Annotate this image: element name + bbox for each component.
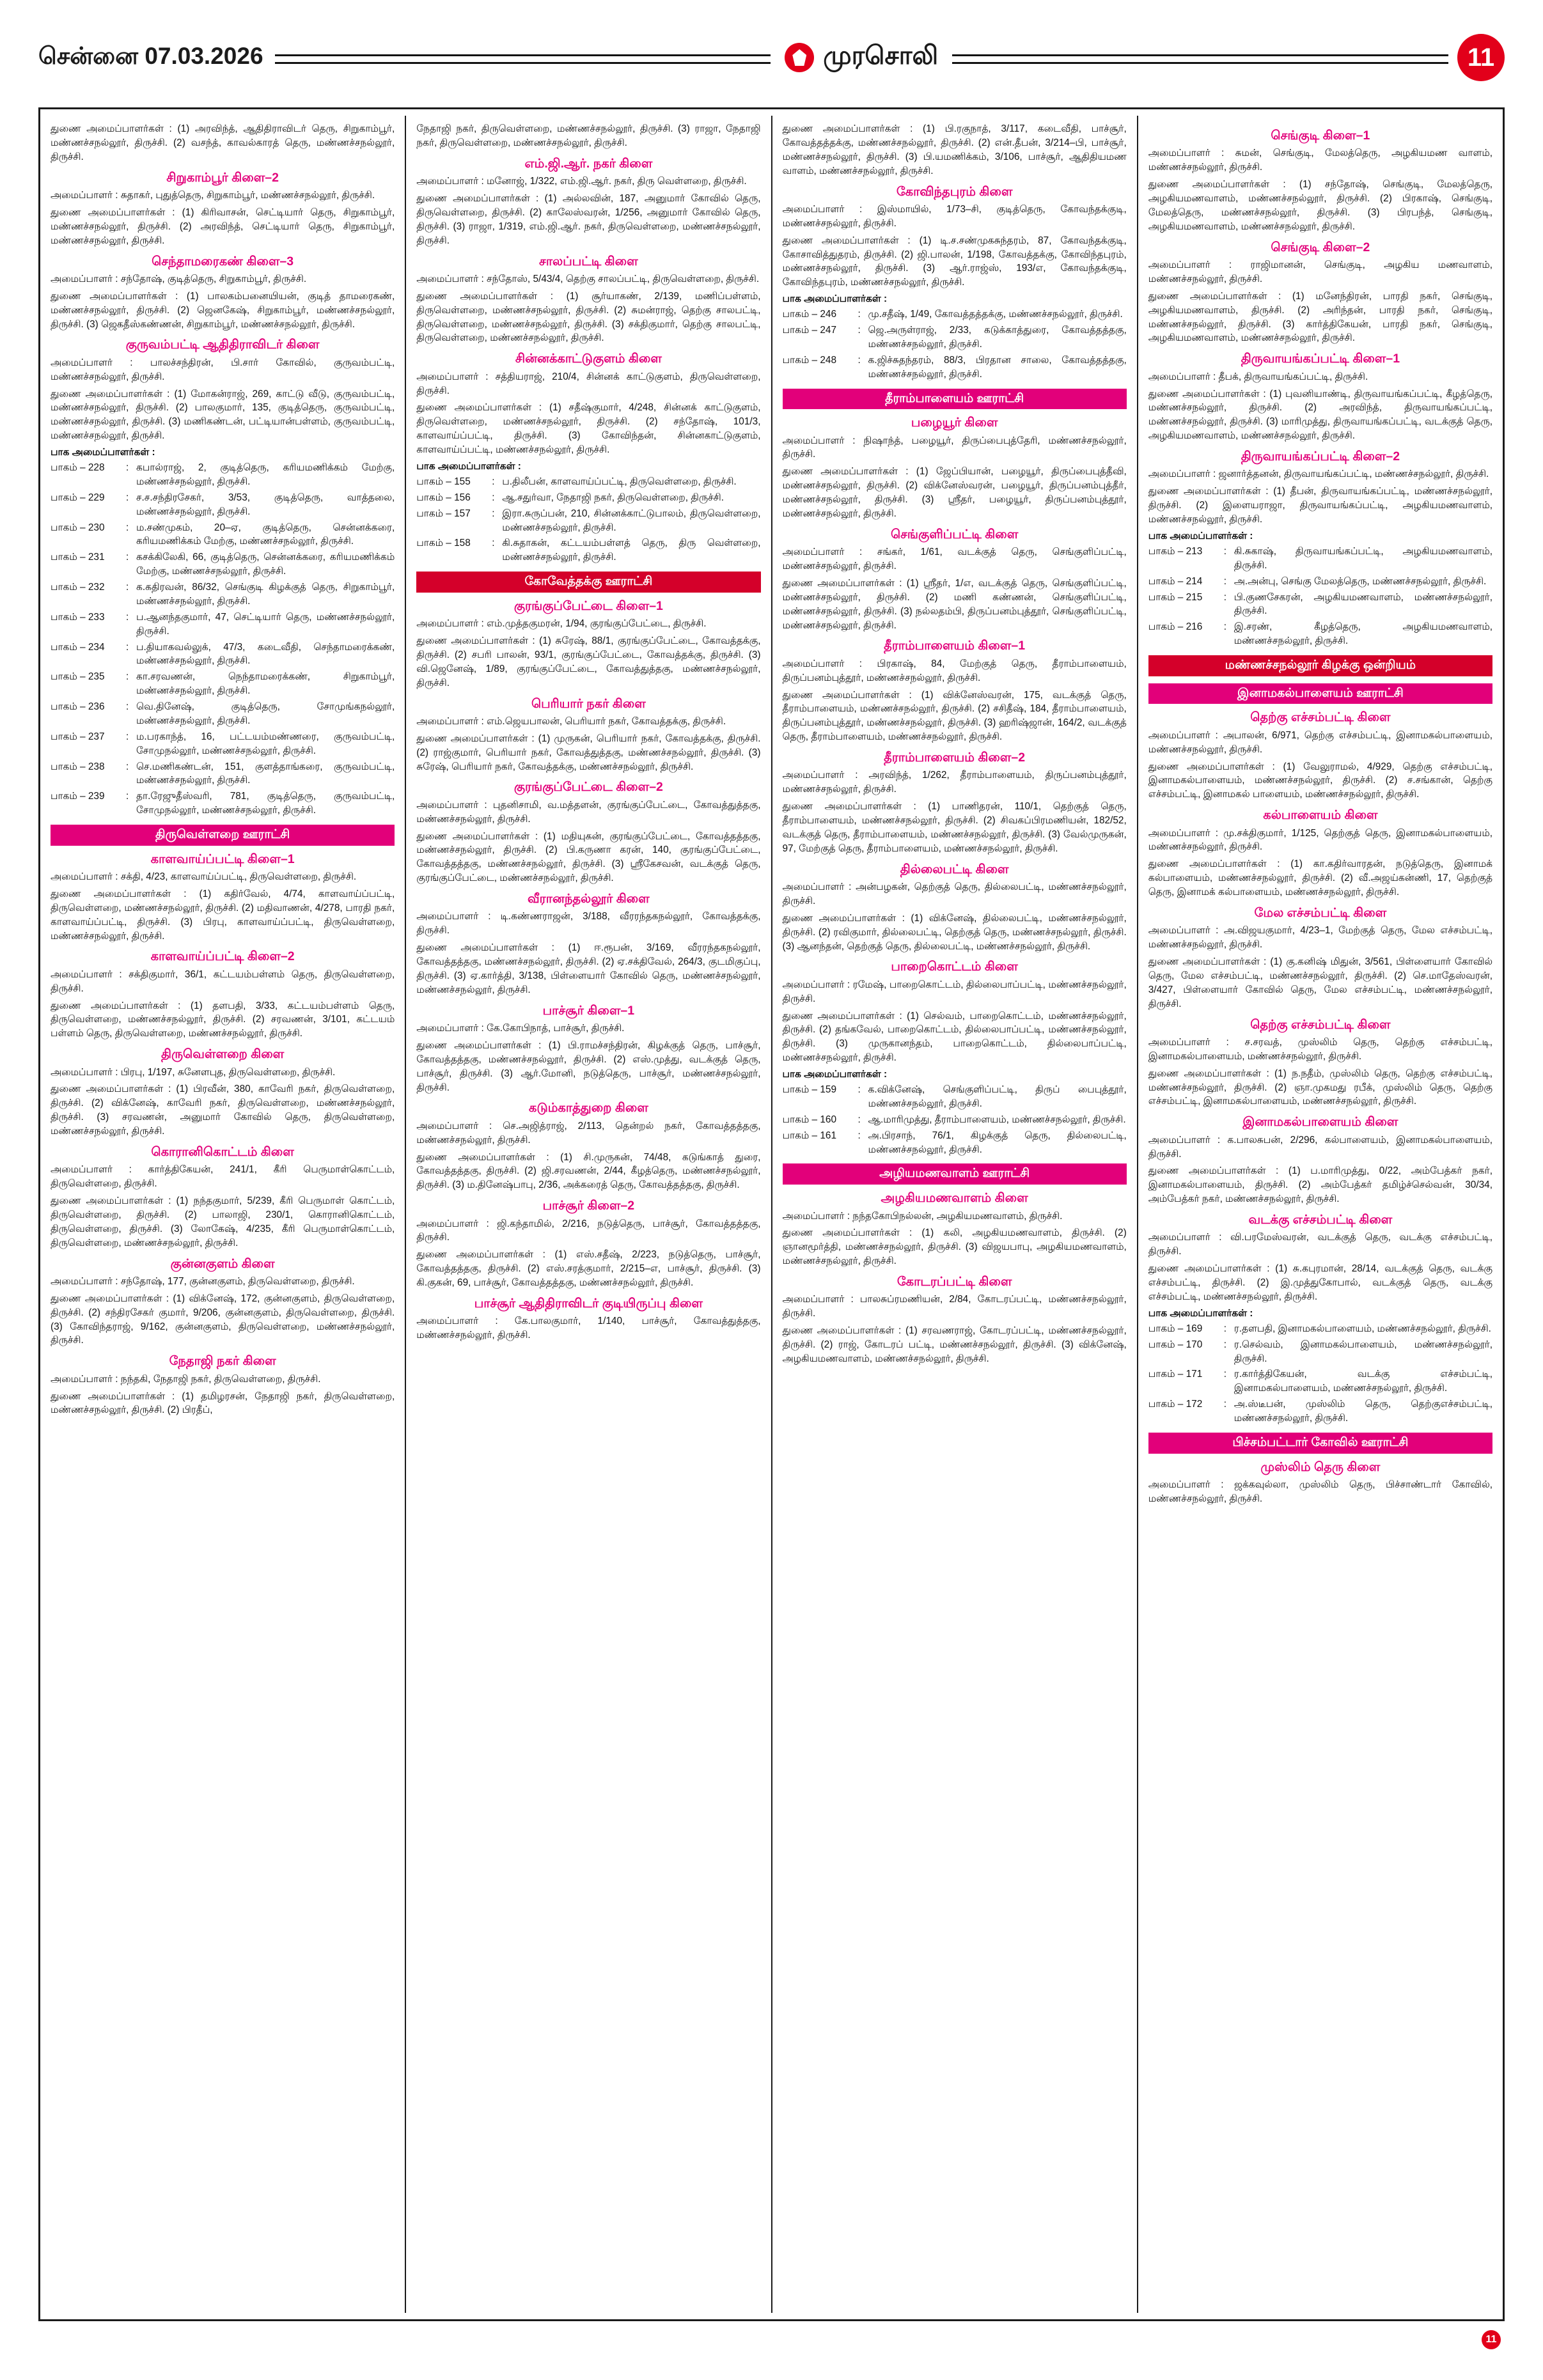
part-organiser-row (51, 670, 395, 698)
organiser-paragraph: அமைப்பாளர் : சத்தியராஜ், 210/4, சின்னக் காட்டுகுளம், திருவெள்ளறை, திருச்சி. (416, 371, 761, 396)
part-organiser-row (1148, 575, 1492, 589)
masthead-divider-right (952, 54, 1448, 64)
organiser-paragraph: துணை அமைப்பாளர்கள் : (1) மதியுகன், குரங்குப்பேட்டை, கோவத்தத்தகு, மண்ணச்சநல்லூர், திருச்சி. (2) பி.கருணா கரன், 140, குரங்குப்பேட்டை, கோவத்தத்தகு, மண்ணச்சநல்லூர், திருச்சி. (3) ஸ்ரீகேசவன், வடக்குத் தெரு, குரங்குப்பேட்டை, மண்ணச்சநல்லூர், திருச்சி. (416, 830, 761, 884)
part-organiser-name: கா.சரவணன், நெந்தாமரைக்கண், சிறுகாம்பூர், மண்ணச்சநல்லூர், திருச்சி. (136, 671, 395, 697)
part-organiser-row (51, 580, 395, 609)
organiser-paragraph: துணை அமைப்பாளர்கள் : (1) விக்னேஷ், தில்லைபட்டி, மண்ணச்சநல்லூர், திருச்சி. (2) ரவிகுமார், தில்லைபட்டி, தெற்குத் தெரு, மண்ணச்சநல்லூர், திருச்சி. (3) ஆனந்தன், தெற்குத் தெரு, தில்லைபட்டி, மண்ணச்சநல்லூர், திருச்சி. (782, 912, 1127, 952)
organiser-paragraph: அமைப்பாளர் : ரமேஷ், பாறைகொட்டம், தில்லைபாப்பட்டி, மண்ணச்சநல்லூர், திருச்சி. (782, 979, 1127, 1004)
organiser-paragraph: அமைப்பாளர் : சக்தி, 4/23, காளவாய்ப்பட்டி, திருவெள்ளறை, திருச்சி. (51, 871, 357, 883)
part-organiser-name: ர.கார்த்திகேயன், வடக்கு எச்சம்பட்டி, இனாமகல்பாளையம், மண்ணச்சநல்லூர், திருச்சி. (1234, 1369, 1492, 1394)
branch-heading: செந்தாமரைகண் கிளை–3 (152, 254, 294, 268)
branch-heading: கோவிந்தபுரம் கிளை (896, 184, 1013, 199)
branch-heading: அழகியமணவாளம் கிளை (881, 1191, 1028, 1206)
part-separator: : (1223, 575, 1227, 587)
part-number: பாகம் – 157 (416, 508, 471, 519)
part-separator: : (858, 354, 861, 366)
part-organisers-label: பாக அமைப்பாளர்கள் : (782, 1069, 888, 1080)
branch-heading: நேதாஜி நகர் கிளை (169, 1354, 276, 1369)
part-separator: : (1223, 621, 1227, 633)
branch-heading: பாச்சூர் கிளை–2 (542, 1199, 635, 1213)
part-number: பாகம் – 235 (51, 671, 105, 683)
part-separator: : (126, 492, 129, 503)
organiser-paragraph: அமைப்பாளர் : சந்தோஸ், 5/43/4, தெற்கு சாலப்பட்டி, திருவெள்ளறை, திருச்சி. (416, 273, 760, 284)
part-organiser-name: ஆ.மாரிமுத்து, தீராம்பாளையம், மண்ணச்சநல்லூர், திருச்சி. (868, 1114, 1126, 1125)
part-separator: : (1223, 591, 1227, 603)
masthead-divider-left (275, 54, 771, 64)
organiser-paragraph: துணை அமைப்பாளர்கள் : (1) அல்லவின், 187, அனுமார் கோவில் தெரு, திருவெள்ளறை, திருச்சி. (2) காலேஸ்வரன், 1/256, அனுமார் கோவில் தெரு, திருச்சி. (3) ராஜா, 1/319, எம்.ஜி.ஆர். நகர், திருவெள்ளறை, மண்ணச்சநல்லூர், திருச்சி. (416, 193, 761, 246)
branch-heading: தெற்கு எச்சம்பட்டி கிளை (1250, 710, 1391, 725)
organiser-paragraph: துணை அமைப்பாளர்கள் : (1) மோகன்ராஜ், 269, காட்டு வீடு, குருவம்பட்டி, மண்ணச்சநல்லூர், திருச்சி. (2) பாலகுமார், 135, குடித்தெரு, குருவம்பட்டி, மண்ணச்சநல்லூர், திருச்சி. (3) மணிகண்டன், பட்டியான்பள்ளம், குருவம்பட்டி, மண்ணச்சநல்லூர், திருச்சி. (51, 388, 395, 442)
part-organiser-row (1148, 1397, 1492, 1426)
organiser-paragraph: துணை அமைப்பாளர்கள் : (1) கா.கதிர்வாரதன், நடுத்தெரு, இனாமக் கல்பாளையம், மண்ணச்சநல்லூர், திருச்சி. (2) வீ.அஜய்கன்ணி, 17, தெற்குத் தெரு, இனாமக் கல்பாளையம், மண்ணச்சநல்லூர், திருச்சி. (1148, 859, 1492, 898)
branch-heading: காளவாய்ப்பட்டி கிளை–1 (150, 852, 295, 866)
organiser-paragraph: துணை அமைப்பாளர்கள் : (1) தீபன், திருவாயங்கப்பட்டி, மண்ணச்சநல்லூர், திருச்சி. (2) இளையராஜா, திருவாயங்கப்பட்டி, அழகியமணவாளம், மண்ணச்சநல்லூர், திருச்சி. (1148, 486, 1492, 525)
part-organiser-name: க.ஜிச்சுதந்தரம், 88/3, பிரதான சாலை, கோவத்தத்தகு, மண்ணச்சநல்லூர், திருச்சி. (868, 354, 1127, 380)
branch-heading: சாலப்பட்டி கிளை (539, 254, 638, 268)
organiser-paragraph: அமைப்பாளர் : ஜனார்த்தனன், திருவாயங்கப்பட்டி, மண்ணச்சநல்லூர், திருச்சி. (1148, 469, 1489, 480)
part-number: பாகம் – 213 (1148, 545, 1203, 557)
part-organiser-row (1148, 545, 1492, 573)
part-organiser-row (51, 611, 395, 639)
part-number: பாகம் – 172 (1148, 1399, 1203, 1410)
part-organiser-row (416, 507, 760, 535)
organiser-paragraph: துணை அமைப்பாளர்கள் : (1) நந்தகுமார், 5/239, கீரி பெருமாள் கொட்டம், திருவெள்ளறை, திருச்சி. (2) பாலாஜி, 230/1, கொரானிகொட்டம், திருவெள்ளறை, திருச்சி. (3) லோகேஷ், 4/235, கீரி பெருமாள்கொட்டம், திருவெள்ளறை, மண்ணச்சநல்லூர், திருச்சி. (51, 1195, 395, 1248)
part-number: பாகம் – 238 (51, 761, 105, 772)
organiser-paragraph: அமைப்பாளர் : எம்.முத்தகுமரன், 1/94, குரங்குப்பேட்டை, திருச்சி. (416, 618, 707, 630)
branch-heading: குரங்குப்பேட்டை கிளை–1 (513, 598, 663, 613)
part-organiser-row (783, 1129, 1127, 1157)
part-number: பாகம் – 214 (1148, 575, 1203, 587)
organiser-paragraph: அமைப்பாளர் : நிஷாந்த், பழையூர், திருப்பைபுத்தேரி, மண்ணச்சநல்லூர், திருச்சி. (782, 435, 1127, 460)
organiser-paragraph: துணை அமைப்பாளர்கள் : (1) பிரவீன், 380, காவேரி நகர், திருவெள்ளறை, திருச்சி. (2) விக்னேஷ், காவேரி நகர், திருவெள்ளறை, மண்ணச்சநல்லூர், திருச்சி. (3) சரவணன், அனுமார் கோவில் தெரு, திருவெள்ளறை, மண்ணச்சநல்லூர், திருச்சி. (51, 1084, 395, 1137)
part-separator: : (858, 309, 861, 320)
organiser-paragraph: துணை அமைப்பாளர்கள் : (1) ஸ்ரீதர், 1/எ, வடக்குத் தெரு, செங்குளிப்பட்டி, மண்ணச்சநல்லூர், திருச்சி. (2) மணி கண்ணன், செங்குளிப்பட்டி, மண்ணச்சநல்லூர், திருச்சி. (3) நல்லதம்பி, திருப்பனம்புத்தூர், செங்குளிப்பட்டி, மண்ணச்சநல்லூர், திருச்சி. (782, 577, 1127, 631)
part-organiser-row (783, 323, 1127, 352)
part-number: பாகம் – 156 (416, 492, 471, 503)
union-banner: மண்ணச்சநல்லூர் கிழக்கு ஒன்றியம் (1148, 655, 1492, 676)
part-number: பாகம் – 171 (1148, 1369, 1203, 1380)
part-organiser-name: கி.சுதாகன், கட்டயம்பள்ளத் தெரு, திரு வெள்ளறை, மண்ணச்சநல்லூர், திருச்சி. (502, 538, 761, 563)
part-separator: : (126, 731, 129, 742)
part-organiser-name: கி.சுகாஷ், திருவாயங்கப்பட்டி, அழகியமணவாளம், திருச்சி. (1234, 545, 1492, 571)
masthead (38, 23, 1505, 92)
organiser-paragraph: துணை அமைப்பாளர்கள் : (1) கிரிவாசன், செட்டியார் தெரு, சிறுகாம்பூர், மண்ணச்சநல்லூர், திருச்சி. (2) அரவிந்த், செட்டியார் தெரு, சிறுகாம்பூர், மண்ணச்சநல்லூர், திருச்சி. (51, 206, 395, 246)
organiser-paragraph: அமைப்பாளர் : ராஜிமானன், செங்குடி, அழகிய மணவாளம், மண்ணச்சநல்லூர், திருச்சி. (1148, 260, 1492, 284)
organiser-paragraph: அமைப்பாளர் : சுமன், செங்குடி, மேலத்தெரு, அழகியமண வாளம், மண்ணச்சநல்லூர், திருச்சி. (1148, 148, 1492, 173)
branch-heading: குரங்குப்பேட்டை கிளை–2 (513, 780, 663, 795)
branch-heading: பழையூர் கிளை (911, 416, 998, 430)
part-organiser-row (416, 536, 760, 564)
part-organiser-row (783, 307, 1127, 322)
organiser-paragraph: துணை அமைப்பாளர்கள் : (1) பாணிதரன், 110/1, தெற்குத் தெரு, தீராம்பாளையம், மண்ணச்சநல்லூர், திருச்சி. (2) சிவகப்பிரமணியன், 182/52, வடக்குத் தெரு, தீராம்பாளையம், மண்ணச்சநல்லூர், திருச்சி. (3) வேல்முருகன், 97, மேற்குத் தெரு, தீராம்பாளையம், மண்ணச்சநல்லூர், திருச்சி. (782, 801, 1127, 854)
branch-heading: கல்பாளையம் கிளை (1263, 808, 1378, 823)
organiser-paragraph: துணை அமைப்பாளர்கள் : (1) பி.ரகுநாத், 3/117, கடைவீதி, பாச்சூர், கோவத்தத்தக்கு, மண்ணச்சநல்லூர், திருச்சி. (2) என்.தீபன், 3/214–பி, பாச்சூர், மண்ணச்சநல்லூர், திருச்சி. (3) பி.யமணிக்கம், 3/106, பாச்சூர், ஆதிதியமண வாளம், மண்ணச்சநல்லூர், திருச்சி. (782, 123, 1127, 176)
organiser-paragraph: அமைப்பாளர் : அபாலன், 6/971, தெற்கு எச்சம்பட்டி, இனாமகல்பாளையம், மண்ணச்சநல்லூர், திருச்சி. (1148, 729, 1492, 755)
organiser-paragraph: நேதாஜி நகர், திருவெள்ளறை, மண்ணச்சநல்லூர், திருச்சி. (3) ராஜா, நேதாஜி நகர், திருவெள்ளறை, மண்ணச்சநல்லூர், திருச்சி. (416, 123, 761, 148)
part-organiser-row (51, 521, 395, 549)
part-organiser-name: க.விக்னேஷ், செங்குளிப்பட்டி, திருப் பைபுத்தூர், மண்ணச்சநல்லூர், திருச்சி. (868, 1084, 1127, 1109)
organiser-paragraph: துணை அமைப்பாளர்கள் : (1) கலி, அழகியமணவாளம், திருச்சி. (2) ஞானமூர்த்தி, மண்ணச்சநல்லூர், திருச்சி. (3) விஜயபாபு, அழகியமணவாளம், மண்ணச்சநல்லூர், திருச்சி. (782, 1227, 1127, 1267)
part-organiser-name: ப.ஆனந்தகுமார், 47, செட்டியார் தெரு, மண்ணச்சநல்லூர், திருச்சி. (136, 611, 395, 637)
branch-heading: தெற்கு எச்சம்பட்டி கிளை (1250, 1017, 1391, 1032)
part-organiser-name: ர.செல்வம், இனாமகல்பாளையம், மண்ணச்சநல்லூர், திருச்சி. (1234, 1339, 1492, 1364)
part-organiser-row (51, 491, 395, 519)
part-organiser-row (51, 730, 395, 758)
part-number: பாகம் – 234 (51, 641, 105, 653)
part-organiser-name: பி.குணசேகரன், அழகியமணவாளம், மண்ணச்சநல்லூர், திருச்சி. (1234, 591, 1492, 617)
organiser-paragraph: துணை அமைப்பாளர்கள் : (1) விக்னேஷ், 172, குன்னகுளம், திருவெள்ளறை, திருச்சி. (2) சந்திரசேகர் குமார், 9/206, குன்னகுளம், திருவெள்ளறை, திருச்சி. (3) கோவிந்தராஜ், 9/162, குன்னகுளம், திருவெள்ளறை, மண்ணச்சநல்லூர், திருச்சி. (51, 1293, 395, 1346)
branch-heading: பாறைகொட்டம் கிளை (891, 960, 1018, 974)
part-number: பாகம் – 169 (1148, 1323, 1203, 1334)
part-organiser-name: ம.பரகாந்த், 16, பட்டயம்மண்ணரை, குருவம்பட்டி, சோமுநல்லூர், மண்ணச்சநல்லூர், திருச்சி. (136, 731, 395, 756)
part-organiser-row (51, 641, 395, 669)
branch-heading: பாச்சூர் கிளை–1 (542, 1003, 635, 1018)
part-organisers-label: பாக அமைப்பாளர்கள் : (782, 293, 888, 305)
part-organiser-row (1148, 1338, 1492, 1366)
part-separator: : (1223, 1339, 1227, 1350)
part-organiser-name: அ.அன்பு, செங்கு மேலத்தெரு, மண்ணச்சநல்லூர், திருச்சி. (1234, 575, 1487, 587)
part-number: பாகம் – 236 (51, 701, 105, 712)
organiser-paragraph: அமைப்பாளர் : இஸ்மாயில், 1/73–சி, குடித்தெரு, கோவந்தக்குடி, மண்ணச்சநல்லூர், திருச்சி. (782, 203, 1127, 229)
part-separator: : (492, 476, 495, 487)
organiser-paragraph: அமைப்பாளர் : பாலசுப்ரமணியன், 2/84, கோடரப்பட்டி, மண்ணச்சநல்லூர், திருச்சி. (782, 1294, 1127, 1319)
organiser-paragraph: அமைப்பாளர் : புதனிசாமி, வ.மத்தளன், குரங்குப்பேட்டை, கோவத்துத்தகு, மண்ணச்சநல்லூர், திருச்சி. (416, 799, 761, 825)
part-separator: : (858, 1084, 861, 1096)
part-organiser-name: அ.பிரசாந், 76/1, கிழக்குத் தெரு, தில்லைபட்டி, மண்ணச்சநல்லூர், திருச்சி. (868, 1130, 1127, 1155)
footer-page-number: 11 (1482, 2330, 1501, 2349)
publication-title: முரசொலி (823, 42, 939, 70)
organiser-paragraph: அமைப்பாளர் : ஜக்கவுல்லா, முஸ்லிம் தெரு, பிச்சாண்டார் கோவில், மண்ணச்சநல்லூர், திருச்சி. (1148, 1479, 1492, 1504)
part-separator: : (492, 538, 495, 549)
organiser-paragraph: துணை அமைப்பாளர்கள் : (1) முருகன், பெரியார் நகர், கோவத்தக்கு, திருச்சி. (2) ராஜ்குமார், பெரியார் நகர், கோவத்துத்தகு, மண்ணச்சநல்லூர், திருச்சி. (3) சுரேஷ், பெரியார் நகர், கோவத்தக்கு, மண்ணச்சநல்லூர், திருச்சி. (416, 733, 761, 772)
part-organiser-row (1148, 591, 1492, 619)
organiser-paragraph: அமைப்பாளர் : டி.கண்ணராஜன், 3/188, வீரரந்தகநல்லூர், கோவத்தக்கு, திருச்சி. (416, 911, 761, 937)
part-organiser-name: ப.தியாகவல்லுக், 47/3, கடைவீதி, செந்தாமரைக்கண், மண்ணச்சநல்லூர், திருச்சி. (136, 641, 395, 667)
part-number: பாகம் – 155 (416, 476, 471, 487)
organiser-paragraph: துணை அமைப்பாளர்கள் : (1) செல்வம், பாறைகொட்டம், மண்ணச்சநல்லூர், திருச்சி. (2) தங்கவேல், பாறைகொட்டம், தில்லைபாப்பட்டி, மண்ணச்சநல்லூர், திருச்சி. (3) முருகானந்தம், பாறைகொட்டம், தில்லைபாப்பட்டி, மண்ணச்சநல்லூர், திருச்சி. (782, 1010, 1127, 1064)
organiser-paragraph: துணை அமைப்பாளர்கள் : (1) சூர்யாகண், 2/139, மணிப்பள்ளம், திருவெள்ளறை, மண்ணச்சநல்லூர், திருச்சி. (2) சுமன்ராஜ், தெற்கு சாலபட்டி, திருவெள்ளறை, மண்ணச்சநல்லூர், திருச்சி. (3) சக்திகுமார், தெற்கு சாலபட்டி, திருவெள்ளறை, மண்ணச்சநல்லூர், திருச்சி. (416, 290, 761, 344)
organiser-paragraph: துணை அமைப்பாளர்கள் : (1) ஜேப்பியான், பழையூர், திருப்பைபுத்தீவி, மண்ணச்சநல்லூர், திருச்சி. (2) விக்னேஸ்வரன், பழையூர், திருப்பனம்புத்தீர், மண்ணச்சநல்லூர், திருச்சி. (3) ஸ்ரீதர், பழையூர், திருப்பனம்புத்தூர், மண்ணச்சநல்லூர், திருச்சி. (782, 466, 1127, 519)
branch-heading: செங்குடி கிளை–2 (1271, 240, 1370, 254)
organiser-paragraph: அமைப்பாளர் : சக்திகுமார், 36/1, கட்டயம்பள்ளம் தெரு, திருவெள்ளறை, திருச்சி. (51, 968, 395, 994)
branch-heading: தீராம்பாளையம் கிளை–2 (884, 751, 1026, 765)
part-organiser-name: அ.ஸ்டீபன், முஸ்லிம் தெரு, தெற்குஎச்சம்பட்டி, மண்ணச்சநல்லூர், திருச்சி. (1234, 1399, 1492, 1424)
organiser-paragraph: துணை அமைப்பாளர்கள் : (1) தமிழரசன், நேதாஜி நகர், திருவெள்ளறை, மண்ணச்சநல்லூர், திருச்சி. (2) பிரதீப், (51, 1390, 395, 1416)
part-organiser-name: ர.தளபதி, இனாமகல்பாளையம், மண்ணச்சநல்லூர், திருச்சி. (1234, 1323, 1491, 1334)
part-organiser-row (1148, 1322, 1492, 1336)
organiser-paragraph: அமைப்பாளர் : மனோஜ், 1/322, எம்.ஜி.ஆர். நகர், திரு வெள்ளறை, திருச்சி. (416, 176, 747, 187)
part-separator: : (126, 791, 129, 802)
organiser-paragraph: துணை அமைப்பாளர்கள் : (1) சி.முருகன், 74/48, கடுங்காத் துரை, கோவத்தத்தகு, திருச்சி. (2) ஜி.சரவணன், 2/44, கீழத்தெரு, மண்ணச்சநல்லூர், திருச்சி. (3) ம.தினேஷ்பாபு, 2/36, அக்கரைத் தெரு, கோவத்தத்தகு, திருச்சி. (416, 1151, 761, 1191)
part-organiser-row (783, 1113, 1127, 1127)
organiser-paragraph: அமைப்பாளர் : சந்தோஷ், குடித்தெரு, சிறுகாம்பூர், திருச்சி. (51, 273, 307, 284)
page-number-badge: 11 (1457, 34, 1505, 81)
branch-heading: திருவாயங்கப்பட்டி கிளை–1 (1241, 352, 1400, 366)
organiser-paragraph: அமைப்பாளர் : செ.அஜித்ராஜ், 2/113, தென்றல் நகர், கோவத்தத்தகு, மண்ணச்சநல்லூர், திருச்சி. (416, 1120, 761, 1146)
organiser-paragraph: துணை அமைப்பாளர்கள் : (1) சதீஷ்குமார், 4/248, சின்னக் காட்டுகுளம், திருவெள்ளறை, மண்ணச்சநல்லூர், திருச்சி. (2) சந்தோஷ், 101/3, காளவாய்ப்பட்டி, திருச்சி. (3) கோவிந்தன், சின்னகாட்டுகுளம், காளவாய்ப்பட்டி, மண்ணச்சநல்லூர், திருச்சி. (416, 402, 761, 455)
branch-heading: பெரியார் நகர் கிளை (531, 696, 646, 711)
panchayat-banner: அழியமணவாளம் ஊராட்சி (783, 1163, 1127, 1185)
part-separator: : (126, 462, 129, 473)
part-separator: : (858, 1130, 861, 1141)
part-separator: : (126, 611, 129, 623)
column-2 (406, 116, 772, 2313)
part-number: பாகம் – 233 (51, 611, 105, 623)
part-number: பாகம் – 158 (416, 538, 471, 549)
part-organiser-name: தா.ரேஜுதீஸ்வரி, 781, குடித்தெரு, குருவம்பட்டி, சோமுநல்லூர், மண்ணச்சநல்லூர், திருச்சி. (136, 791, 395, 816)
part-separator: : (1223, 1399, 1227, 1410)
branch-heading: கோடரப்பட்டி கிளை (897, 1275, 1012, 1289)
branch-heading: வடக்கு எச்சம்பட்டி கிளை (1248, 1213, 1393, 1227)
organiser-paragraph: துணை அமைப்பாளர்கள் : (1) அரவிந்த், ஆதிதிராவிடர் தெரு, சிறுகாம்பூர், மண்ணச்சநல்லூர், திருச்சி. (2) வசந்த், காவல்காரத் தெரு, மண்ணச்சநல்லூர், திருச்சி. (51, 123, 395, 162)
masthead-logo (771, 42, 952, 74)
branch-heading: மேல எச்சம்பட்டி கிளை (1254, 905, 1387, 920)
organiser-paragraph: துணை அமைப்பாளர்கள் : (1) சந்தோஷ், செங்குடி, மேலத்தெரு, அழகியமணவாளம், மண்ணச்சநல்லூர், திருச்சி. (2) பிரகாஷ், செங்குடி, மேலத்தெரு, மண்ணச்சநல்லூர், திருச்சி. (3) பிரபந்த், செங்குடி, அழகியமணவாளம், மண்ணச்சநல்லூர், திருச்சி. (1148, 179, 1492, 232)
branch-heading: தீராம்பாளையம் கிளை–1 (884, 639, 1026, 653)
organiser-paragraph: அமைப்பாளர் : அன்பழகன், தெற்குத் தெரு, தில்லைபட்டி, மண்ணச்சநல்லூர், திருச்சி. (782, 882, 1127, 906)
part-number: பாகம் – 161 (782, 1130, 837, 1141)
part-number: பாகம் – 231 (51, 552, 105, 563)
part-separator: : (858, 1114, 861, 1125)
part-organiser-name: கசக்கிலேகி, 66, குடித்தெரு, சென்னக்கரை, கரியமணிக்கம் மேற்கு, மண்ணச்சநல்லூர், திருச்சி. (136, 552, 395, 577)
part-organiser-name: ச.ச.சந்திரசேகர், 3/53, குடித்தெரு, வாத்தலை, மண்ணச்சநல்லூர், திருச்சி. (136, 492, 395, 517)
part-number: பாகம் – 248 (782, 354, 837, 366)
organiser-paragraph: அமைப்பாளர் : பிரபு, 1/197, சுனேளபுத, திருவெள்ளறை, திருச்சி. (51, 1066, 336, 1078)
part-number: பாகம் – 239 (51, 791, 105, 802)
columns-container (38, 107, 1505, 2321)
organiser-paragraph: அமைப்பாளர் : மு.சக்திகுமார், 1/125, தெற்குத் தெரு, இனாமகல்பாளையம், மண்ணச்சநல்லூர், திருச்சி. (1148, 827, 1492, 853)
part-number: பாகம் – 237 (51, 731, 105, 742)
part-separator: : (126, 671, 129, 683)
organiser-paragraph: துணை அமைப்பாளர்கள் : (1) ப.மாரிமுத்து, 0/22, அம்பேத்கர் நகர், இனாமகல்பாளையம், திருச்சி. (2) அம்பேத்கர் தமிழ்ச்செல்வன், 30/34, அம்பேத்கர் நகர், மண்ணச்சநல்லூர், திருச்சி. (1148, 1165, 1492, 1205)
part-organiser-row (51, 550, 395, 579)
organiser-paragraph: துணை அமைப்பாளர்கள் : (1) ஈ.ரூபன், 3/169, வீரரந்தகநல்லூர், கோவத்தத்தகு, மண்ணச்சநல்லூர், திருச்சி. (2) ஏ.சக்திவேல், 264/3, குடமிகுப்பு, திருச்சி. (3) ஏ.கார்த்தி, 3/138, பிள்ளையார் கோவில் தெரு, மண்ணச்சநல்லூர், மண்ணச்சநல்லூர், திருச்சி. (416, 942, 761, 995)
organiser-paragraph: அமைப்பாளர் : வி.பரமேஸ்வரன், வடக்குத் தெரு, வடக்கு எச்சம்பட்டி, திருச்சி. (1148, 1232, 1492, 1257)
part-separator: : (126, 582, 129, 593)
part-organiser-name: மு.சதீஷ், 1/49, கோவத்தத்தக்கு, மண்ணச்சநல்லூர், திருச்சி. (868, 309, 1123, 320)
branch-heading: முஸ்லிம் தெரு கிளை (1260, 1459, 1381, 1474)
part-organiser-row (51, 789, 395, 818)
branch-heading: செங்குடி கிளை–1 (1271, 128, 1370, 143)
organiser-paragraph: அமைப்பாளர் : தீபக், திருவாயங்கப்பட்டி, திருச்சி. (1148, 371, 1368, 382)
part-organiser-row (783, 1083, 1127, 1111)
organiser-paragraph: துணை அமைப்பாளர்கள் : (1) டி.ச.சண்முகசுந்தரம், 87, கோவந்தக்குடி, கோசாவித்துதரம், திருச்சி. (2) ஜி.பாலன், 1/198, கோவத்தக்கு, கோவிந்தபுரம், மண்ணச்சநல்லூர், திருச்சி. (3) ஆர்.ராஜ்ஸ், 193/எ, கோவந்தக்குடி, கோவிந்தபுரம், மண்ணச்சநல்லூர், திருச்சி. (782, 235, 1127, 288)
organiser-paragraph: துணை அமைப்பாளர்கள் : (1) வேலுராமல், 4/929, தெற்கு எச்சம்பட்டி, இனாமகல்பாளையம், மண்ணச்சநல்லூர், திருச்சி. (2) ச.சங்கான், தெற்கு எச்சம்பட்டி, இனாமகல் பாளையம், மண்ணச்சநல்லூர், திருச்சி. (1148, 761, 1492, 800)
part-number: பாகம் – 215 (1148, 591, 1203, 603)
part-organiser-name: இ.சரண், கீழத்தெரு, அழகியமணவாளம், மண்ணச்சநல்லூர், திருச்சி. (1234, 621, 1492, 647)
part-separator: : (126, 641, 129, 653)
part-organiser-name: க.கதிரவன், 86/32, செங்குடி கிழக்குத் தெரு, சிறுகாம்பூர், மண்ணச்சநல்லூர், திருச்சி. (136, 582, 395, 607)
part-organiser-name: ஆ.சதுர்வா, நேதாஜி நகர், திருவெள்ளறை, திருச்சி. (502, 492, 724, 503)
part-separator: : (858, 325, 861, 336)
organiser-paragraph: துணை அமைப்பாளர்கள் : (1) சுரேஷ், 88/1, குரங்குப்பேட்டை, கோவத்தக்கு, திருச்சி. (2) சபரி பாலன், 93/1, குரங்குப்பேட்டை, கோவத்தக்கு, திருச்சி. (3) வி.ஜெனேஷ், 1/89, குரங்குப்பேட்டை, கோவத்துத்தகு, மண்ணச்சநல்லூர், திருச்சி. (416, 635, 761, 688)
part-organiser-row (416, 491, 760, 505)
part-separator: : (126, 552, 129, 563)
organiser-paragraph: அமைப்பாளர் : நந்தகோபிநல்லன், அழகியமணவாளம், திருச்சி. (782, 1210, 1063, 1222)
organiser-paragraph: அமைப்பாளர் : பாலச்சந்திரன், பி.சார் கோவில், குருவம்பட்டி, மண்ணச்சநல்லூர், திருச்சி. (51, 357, 395, 382)
organiser-paragraph: அமைப்பாளர் : கே.பாலகுமார், 1/140, பாச்சூர், கோவத்துத்தகு, மண்ணச்சநல்லூர், திருச்சி. (416, 1316, 761, 1341)
organiser-paragraph: அமைப்பாளர் : ஜி.கந்தாமில், 2/216, நடுத்தெரு, பாச்சூர், கோவத்தத்தகு, திருச்சி. (416, 1218, 761, 1243)
branch-heading: குன்னகுளம் கிளை (170, 1256, 275, 1271)
branch-heading: எம்.ஜி.ஆர். நகர் கிளை (524, 156, 653, 171)
part-organisers-label: பாக அமைப்பாளர்கள் : (1148, 1307, 1253, 1319)
organiser-paragraph: துணை அமைப்பாளர்கள் : (1) விக்னேஸ்வரன், 175, வடக்குத் தெரு, தீராம்பாளையம், மண்ணச்சநல்லூர், திருச்சி. (2) சசிதீஷ், 184, தீராம்பாளையம், திருப்பனம்புத்தூர், மண்ணச்சநல்லூர், திருச்சி. (3) ஹரிஷ்ஜான், 164/2, வடக்குத் தெரு, தீராம்பாளையம், மண்ணச்சநல்லூர், திருச்சி. (782, 689, 1127, 743)
branch-heading: சின்னக்காட்டுகுளம் கிளை (515, 352, 662, 366)
organiser-paragraph: அமைப்பாளர் : நந்தகி, நேதாஜி நகர், திருவெள்ளறை, திருச்சி. (51, 1373, 321, 1385)
part-number: பாகம் – 230 (51, 522, 105, 533)
part-organiser-name: வெ.தினேஷ், குடித்தெரு, சோமுங்கநல்லூர், மண்ணச்சநல்லூர், திருச்சி. (136, 701, 395, 726)
organiser-paragraph: துணை அமைப்பாளர்கள் : (1) பாலகம்பனையியன், குடித் தாமரைகண், மண்ணச்சநல்லூர், திருச்சி. (2) ஜெனகேஷ், சிறுகாம்பூர், மண்ணச்சநல்லூர், திருச்சி. (3) ஜெகதீஸ்கண்ணன், சிறுகாம்பூர், மண்ணச்சநல்லூர், திருச்சி. (51, 290, 395, 330)
part-organiser-name: ப.திலீபன், காளவாய்ப்பட்டி, திருவெள்ளறை, திருச்சி. (502, 476, 737, 487)
part-separator: : (126, 701, 129, 712)
part-number: பாகம் – 216 (1148, 621, 1203, 633)
part-number: பாகம் – 228 (51, 462, 105, 473)
column-1 (40, 116, 406, 2313)
branch-heading: கடும்காத்துறை கிளை (528, 1101, 648, 1116)
column-4 (1138, 116, 1503, 2313)
rising-sun-icon (785, 43, 814, 72)
part-organiser-name: செ.மணிகண்டன், 151, குளத்தாங்கரை, குருவம்பட்டி, மண்ணச்சநல்லூர், திருச்சி. (136, 761, 395, 786)
part-number: பாகம் – 159 (782, 1084, 837, 1096)
organiser-paragraph: அமைப்பாளர் : க.பாலசுபன், 2/296, கல்பாளையம், இனாமகல்பாளையம், திருச்சி. (1148, 1134, 1492, 1160)
organiser-paragraph: அமைப்பாளர் : ச.சரவத், முஸ்லிம் தெரு, தெற்கு எச்சம்பட்டி, இனாமகல்பாளையம், மண்ணச்சநல்லூர், திருச்சி. (1148, 1036, 1492, 1062)
part-organiser-row (783, 354, 1127, 382)
masthead-date: சென்னை 07.03.2026 (38, 42, 263, 69)
part-organisers-label: பாக அமைப்பாளர்கள் : (51, 447, 155, 458)
part-organiser-name: ம.சண்முகம், 20–ஏ, குடித்தெரு, சென்னக்கரை, கரியமணிக்கம் மேற்கு, மண்ணச்சநல்லூர், திருச்சி. (136, 522, 395, 547)
organiser-paragraph: துணை அமைப்பாளர்கள் : (1) சரவணராஜ், கோடரப்பட்டி, மண்ணச்சநல்லூர், திருச்சி. (2) ராஜ், கோடரப் பட்டி, மண்ணச்சநல்லூர், திருச்சி. (3) விக்னேஷ், அழகியமணவாளம், மண்ணச்சநல்லூர், திருச்சி. (782, 1325, 1127, 1364)
part-separator: : (1223, 1369, 1227, 1380)
panchayat-banner: திருவெள்ளறை ஊராட்சி (51, 825, 395, 846)
part-organisers-label: பாக அமைப்பாளர்கள் : (1148, 530, 1253, 541)
panchayat-banner: தீராம்பாளையம் ஊராட்சி (783, 389, 1127, 410)
part-number: பாகம் – 247 (782, 325, 837, 336)
organiser-paragraph: அமைப்பாளர் : அரவிந்த், 1/262, தீராம்பாளையம், திருப்பனம்புத்தூர், மண்ணச்சநல்லூர், திருச்சி. (782, 770, 1127, 795)
organiser-paragraph: துணை அமைப்பாளர்கள் : (1) பி.ராமச்சந்திரன், கிழக்குத் தெரு, பாச்சூர், கோவத்தத்தகு, மண்ணச்சநல்லூர், திருச்சி. (2) எஸ்.முத்து, வடக்குத் தெரு, பாச்சூர், திருச்சி. (3) ஆர்.மோனி, நடுத்தெரு, பாச்சூர், மண்ணச்சநல்லூர், திருச்சி. (416, 1039, 761, 1093)
union-banner: கோவேத்தக்கு ஊராட்சி (416, 572, 760, 593)
part-organiser-name: இரா.சுருப்பன், 210, சின்னக்காட்டுபாலம், திருவெள்ளறை, மண்ணச்சநல்லூர், திருச்சி. (502, 508, 761, 533)
part-separator: : (1223, 545, 1227, 557)
organiser-paragraph: துணை அமைப்பாளர்கள் : (1) மனேந்திரன், பாரதி நகர், செங்குடி, அழகியமணவாளம், திருச்சி. (2) அரிந்தன், பாரதி நகர், செங்குடி, மண்ணச்சநல்லூர், திருச்சி. (3) கார்த்திகேயன், பாரதி நகர், செங்குடி, அழகியமணவாளம், மண்ணச்சநல்லூர், திருச்சி. (1148, 290, 1492, 344)
branch-heading: வீரானந்தல்லூர் கிளை (528, 892, 650, 906)
branch-heading: சிறுகாம்பூர் கிளை–2 (166, 170, 279, 185)
branch-heading: திருவெள்ளறை கிளை (161, 1047, 285, 1062)
organiser-paragraph: துணை அமைப்பாளர்கள் : (1) கதிர்வேல், 4/74, காளவாய்ப்பட்டி, திருவெள்ளறை, மண்ணச்சநல்லூர், திருச்சி. (2) மதிவாணன், 4/278, பாரதி நகர், காளவாய்ப்பட்டி, திருச்சி. (3) பிரபு, காளவாய்ப்பட்டி, திருவெள்ளறை, மண்ணச்சநல்லூர், திருச்சி. (51, 888, 395, 942)
organiser-paragraph: அமைப்பாளர் : கார்த்திகேயன், 241/1, கீரி பெருமாள்கொட்டம், திருவெள்ளறை, திருச்சி. (51, 1164, 395, 1190)
part-separator: : (126, 761, 129, 772)
part-organiser-row (51, 461, 395, 489)
part-number: பாகம் – 160 (782, 1114, 837, 1125)
part-number: பாகம் – 232 (51, 582, 105, 593)
part-organiser-row (51, 760, 395, 788)
part-separator: : (1223, 1323, 1227, 1334)
organiser-paragraph: அமைப்பாளர் : சங்கர், 1/61, வடக்குத் தெரு, செங்குளிப்பட்டி, மண்ணச்சநல்லூர், திருச்சி. (782, 547, 1127, 572)
organiser-paragraph: துணை அமைப்பாளர்கள் : (1) எஸ்.சதீஷ், 2/223, நடுத்தெரு, பாச்சூர், கோவத்தத்தகு, திருச்சி. (2) எஸ்.சரத்குமார், 2/215–எ, பாச்சூர், திருச்சி. (3) கி.குகன், 69, பாச்சூர், கோவத்தத்தகு, மண்ணச்சநல்லூர், திருச்சி. (416, 1249, 761, 1289)
organiser-paragraph: துணை அமைப்பாளர்கள் : (1) சு.கபுரமான், 28/14, வடக்குத் தெரு, வடக்கு எச்சம்பட்டி, திருச்சி. (2) இ.முத்துகோபால், வடக்குத் தெரு, வடக்கு எச்சம்பட்டி, மண்ணச்சநல்லூர், திருச்சி. (1148, 1263, 1492, 1302)
part-separator: : (492, 508, 495, 519)
branch-heading: கொரானிகொட்டம் கிளை (151, 1144, 294, 1159)
organiser-paragraph: அமைப்பாளர் : கே.கோபிநாத், பாச்சூர், திருச்சி. (416, 1023, 625, 1034)
part-organiser-row (1148, 1367, 1492, 1396)
organiser-paragraph: அமைப்பாளர் : சுதாகர், புதுத்தெரு, சிறுகாம்பூர், மண்ணச்சநல்லூர், திருச்சி. (51, 190, 375, 201)
part-organiser-row (416, 475, 760, 489)
part-organiser-row (1148, 620, 1492, 648)
part-organiser-row (51, 700, 395, 728)
organiser-paragraph: துணை அமைப்பாளர்கள் : (1) ந.நதீம், முஸ்லிம் தெரு, தெற்கு எச்சம்பட்டி, மண்ணச்சநல்லூர், திருச்சி. (2) ஞா.முகமது ரபீக், முஸ்லிம் தெரு, தெற்கு எச்சம்பட்டி, இனாமகல்பாளையம், மண்ணச்சநல்லூர், திருச்சி. (1148, 1068, 1492, 1107)
organiser-paragraph: அமைப்பாளர் : சந்தோஷ், 177, குன்னகுளம், திருவெள்ளறை, திருச்சி. (51, 1275, 355, 1287)
part-separator: : (492, 492, 495, 503)
part-number: பாகம் – 229 (51, 492, 105, 503)
branch-heading: காளவாய்ப்பட்டி கிளை–2 (150, 949, 295, 964)
part-number: பாகம் – 170 (1148, 1339, 1203, 1350)
panchayat-banner: பிச்சம்பட்டார் கோவில் ஊராட்சி (1148, 1433, 1492, 1454)
branch-heading: திருவாயங்கப்பட்டி கிளை–2 (1241, 449, 1400, 463)
branch-heading: இனாமகல்பாளையம் கிளை (1242, 1115, 1398, 1130)
part-organisers-label: பாக அமைப்பாளர்கள் : (416, 460, 521, 472)
branch-heading: செங்குளிப்பட்டி கிளை (890, 527, 1019, 541)
organiser-paragraph: அமைப்பாளர் : அ.விஜயகுமார், 4/23–1, மேற்குத் தெரு, மேல எச்சம்பட்டி, மண்ணச்சநல்லூர், திருச்சி. (1148, 925, 1492, 951)
branch-heading: தில்லைபட்டி கிளை (900, 862, 1009, 876)
part-separator: : (126, 522, 129, 533)
organiser-paragraph: துணை அமைப்பாளர்கள் : (1) கு.கனிஷ் மிதுன், 3/561, பிள்ளையார் கோவில் தெரு, மேல எச்சம்பட்டி, மண்ணச்சநல்லூர், திருச்சி. (2) செ.மாதேஸ்வரன், 3/427, பிள்ளையார் கோவில் தெரு, மேல எச்சம்பட்டி, மண்ணச்சநல்லூர், திருச்சி. (1148, 956, 1492, 1009)
organiser-paragraph: துணை அமைப்பாளர்கள் : (1) தளபதி, 3/33, கட்டயம்பள்ளம் தெரு, திருவெள்ளறை, மண்ணச்சநல்லூர், திருச்சி. (2) சரவணன், 3/101, கட்டயம் பள்ளம் தெரு, திருவெள்ளறை, மண்ணச்சநல்லூர், திருச்சி. (51, 1000, 395, 1039)
column-3 (772, 116, 1138, 2313)
branch-heading: பாச்சூர் ஆதிதிராவிடர் குடியிருப்பு கிளை (474, 1296, 703, 1311)
part-organiser-name: கபால்ராஜ், 2, குடித்தெரு, கரியமணிக்கம் மேற்கு, மண்ணச்சநல்லூர், திருச்சி. (136, 462, 395, 487)
panchayat-banner: இனாமகல்பாளையம் ஊராட்சி (1148, 683, 1492, 704)
part-organiser-name: ஜெ.அருள்ராஜ், 2/33, கடுக்காத்துரை, கோவத்தத்தகு, மண்ணச்சநல்லூர், திருச்சி. (868, 325, 1127, 350)
organiser-paragraph: அமைப்பாளர் : பிரகாஷ், 84, மேற்குத் தெரு, தீராம்பாளையம், திருப்பனம்புத்தூர், மண்ணச்சநல்லூர், திருச்சி. (782, 658, 1127, 683)
part-number: பாகம் – 246 (782, 309, 837, 320)
organiser-paragraph: அமைப்பாளர் : எம்.ஜெயபாலன், பெரியார் நகர், கோவத்தக்கு, திருச்சி. (416, 715, 726, 727)
organiser-paragraph: துணை அமைப்பாளர்கள் : (1) புவனியாண்டி, திருவாயங்கப்பட்டி, கீழத்தெரு, மண்ணச்சநல்லூர், திருச்சி. (2) அரவிந்த், திருவாயங்கப்பட்டி, மண்ணச்சநல்லூர், திருச்சி. (3) மாரிமுத்து, திருவாயங்கப்பட்டி, வடக்குத் தெரு, அழகியமணவாளம், மண்ணச்சநல்லூர், திருச்சி. (1148, 388, 1492, 442)
branch-heading: குருவம்பட்டி ஆதிதிராவிடர் கிளை (125, 338, 320, 352)
